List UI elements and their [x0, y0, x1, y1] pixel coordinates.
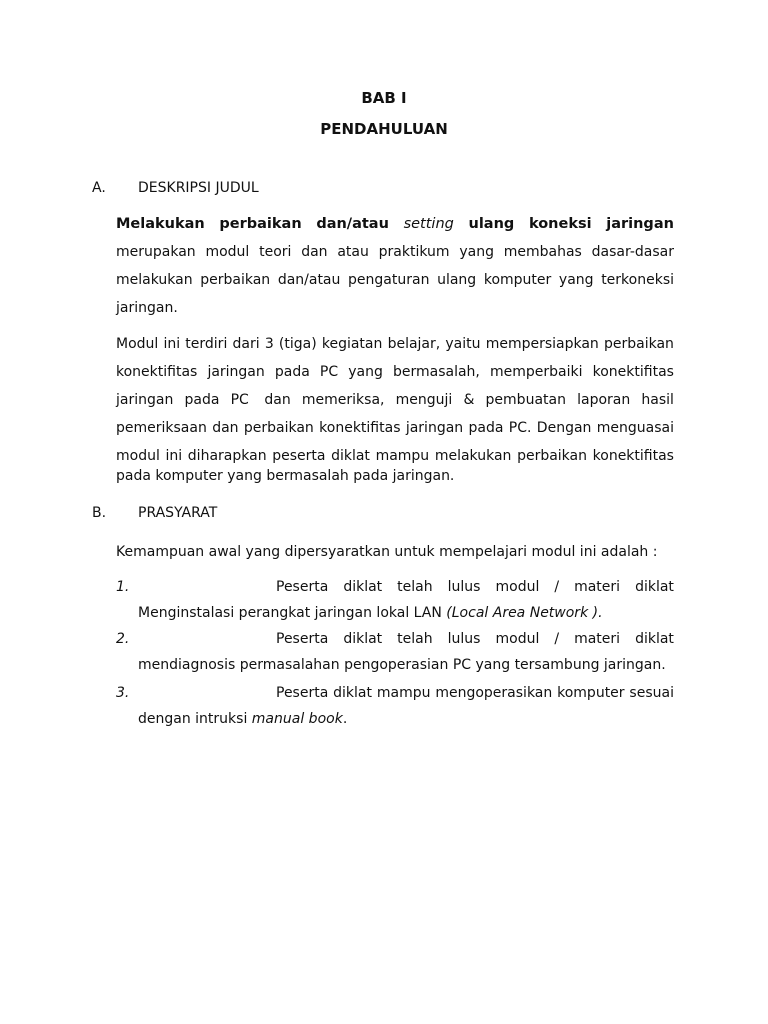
word: jaringan: [116, 392, 174, 408]
list-item-line1: [276, 685, 674, 701]
word: mengoperasikan: [435, 685, 553, 701]
word: PC: [230, 392, 254, 408]
word: dan/atau: [277, 272, 341, 288]
section-a-p2-line5: [116, 448, 674, 464]
word: dan: [212, 420, 239, 436]
word: dasar-dasar: [591, 244, 674, 260]
word: &: [463, 392, 475, 408]
word: jaringan: [606, 216, 674, 232]
word: menguji: [395, 392, 453, 408]
list-item-line2: [138, 711, 347, 727]
word: ini: [165, 448, 183, 464]
text: .: [342, 711, 348, 727]
word: perbaikan: [603, 336, 674, 352]
word: perbaikan: [200, 272, 271, 288]
word: diharapkan: [187, 448, 267, 464]
word: materi: [574, 631, 621, 647]
section-a-p2-line1: [116, 336, 674, 352]
section-a-letter: A.: [92, 180, 106, 196]
word: modul: [205, 244, 250, 260]
word: telah: [397, 579, 433, 595]
word: modul: [495, 631, 540, 647]
word: diklat: [635, 631, 674, 647]
list-item-line1: [276, 579, 674, 595]
word: ini: [163, 336, 181, 352]
word: lulus: [447, 579, 481, 595]
word: pada: [468, 420, 504, 436]
word: teori: [259, 244, 292, 260]
word: konektifitas: [319, 420, 401, 436]
section-a-p1-line2: [116, 244, 674, 260]
word: belajar,: [387, 336, 441, 352]
word: diklat: [333, 685, 372, 701]
word: melakukan: [434, 448, 512, 464]
word: laporan: [577, 392, 631, 408]
list-item-line1: [276, 631, 674, 647]
section-a-p1-line1: [116, 216, 674, 232]
word: terdiri: [185, 336, 228, 352]
word: praktikum: [378, 244, 450, 260]
word: pembuatan: [485, 392, 566, 408]
word: ulang: [437, 272, 477, 288]
word: peserta: [272, 448, 326, 464]
word: dari: [232, 336, 260, 352]
word: konektifitas: [592, 364, 674, 380]
word: yaitu: [445, 336, 481, 352]
word: perbaikan: [243, 420, 314, 436]
section-b-heading: PRASYARAT: [138, 505, 218, 521]
section-a-p1-line4: jaringan.: [116, 300, 178, 316]
list-item-line2: [138, 657, 666, 673]
word: atau: [337, 244, 369, 260]
word: pengaturan: [348, 272, 430, 288]
section-a-p2-line4: [116, 420, 674, 436]
word: dan: [264, 392, 291, 408]
word: terkoneksi: [601, 272, 674, 288]
word: Peserta: [276, 631, 329, 647]
word: dan/atau: [316, 216, 389, 232]
word: telah: [397, 631, 433, 647]
word: modul: [116, 448, 160, 464]
text: mendiagnosis permasalahan pengoperasian PC yang tersambung jaringan.: [138, 657, 666, 673]
word: yang: [348, 364, 383, 380]
word: lulus: [447, 631, 481, 647]
section-a-heading: DESKRIPSI JUDUL: [138, 180, 259, 196]
word: jaringan: [207, 364, 265, 380]
word: (tiga): [278, 336, 317, 352]
word: materi: [574, 579, 621, 595]
chapter-label: BAB I: [361, 89, 407, 107]
word: kegiatan: [321, 336, 383, 352]
chapter-title: PENDAHULUAN: [320, 120, 448, 138]
word: pemeriksaan: [116, 420, 207, 436]
italic-text: manual book: [251, 711, 343, 727]
section-a-p2-line3: [116, 392, 674, 408]
word: modul: [495, 579, 540, 595]
word: Melakukan: [116, 216, 205, 232]
list-item-number: 2.: [116, 631, 130, 647]
word: ulang: [468, 216, 515, 232]
word: bermasalah,: [392, 364, 480, 380]
word: Peserta: [276, 685, 329, 701]
word: 3: [264, 336, 274, 352]
word: hasil: [641, 392, 674, 408]
word: /: [554, 579, 560, 595]
text: dengan intruksi: [138, 711, 252, 727]
word: merupakan: [116, 244, 196, 260]
word: membahas: [503, 244, 582, 260]
italic-text: (Local Area Network ).: [446, 605, 603, 621]
word: diklat: [635, 579, 674, 595]
word: jaringan: [405, 420, 464, 436]
text: Menginstalasi perangkat jaringan lokal LAN: [138, 605, 447, 621]
word: komputer: [557, 685, 625, 701]
word: menguasai: [596, 420, 674, 436]
word: koneksi: [528, 216, 592, 232]
word: mampu: [375, 448, 430, 464]
list-item-line2: [138, 605, 603, 621]
word: konektifitas: [592, 448, 674, 464]
word: Dengan: [536, 420, 592, 436]
section-b-intro: Kemampuan awal yang dipersyaratkan untuk mempelajari modul ini adalah :: [116, 544, 658, 560]
word: perbaikan: [219, 216, 302, 232]
word: Modul: [116, 336, 159, 352]
word: PC: [319, 364, 339, 380]
word: komputer: [483, 272, 552, 288]
list-item-number: 3.: [116, 685, 130, 701]
word: pada: [184, 392, 220, 408]
word: PC.: [508, 420, 532, 436]
word: sesuai: [629, 685, 674, 701]
word: Peserta: [276, 579, 329, 595]
word: diklat: [331, 448, 370, 464]
word: perbaikan: [517, 448, 587, 464]
word: mampu: [376, 685, 431, 701]
word: /: [554, 631, 560, 647]
list-item-number: 1.: [116, 579, 130, 595]
word: diklat: [343, 579, 383, 595]
word: memeriksa,: [301, 392, 385, 408]
section-a-p1-line3: [116, 272, 674, 288]
section-a-p2-line6: pada komputer yang bermasalah pada jaringan.: [116, 468, 455, 484]
section-b-letter: B.: [92, 505, 107, 521]
word: memperbaiki: [490, 364, 583, 380]
word: mempersiapkan: [485, 336, 599, 352]
word: konektifitas: [116, 364, 198, 380]
word: dan: [301, 244, 328, 260]
word: setting: [403, 216, 454, 232]
word: pada: [274, 364, 310, 380]
word: diklat: [343, 631, 383, 647]
word: melakukan: [116, 272, 193, 288]
word: yang: [558, 272, 594, 288]
word: yang: [459, 244, 494, 260]
section-a-p2-line2: [116, 364, 674, 380]
